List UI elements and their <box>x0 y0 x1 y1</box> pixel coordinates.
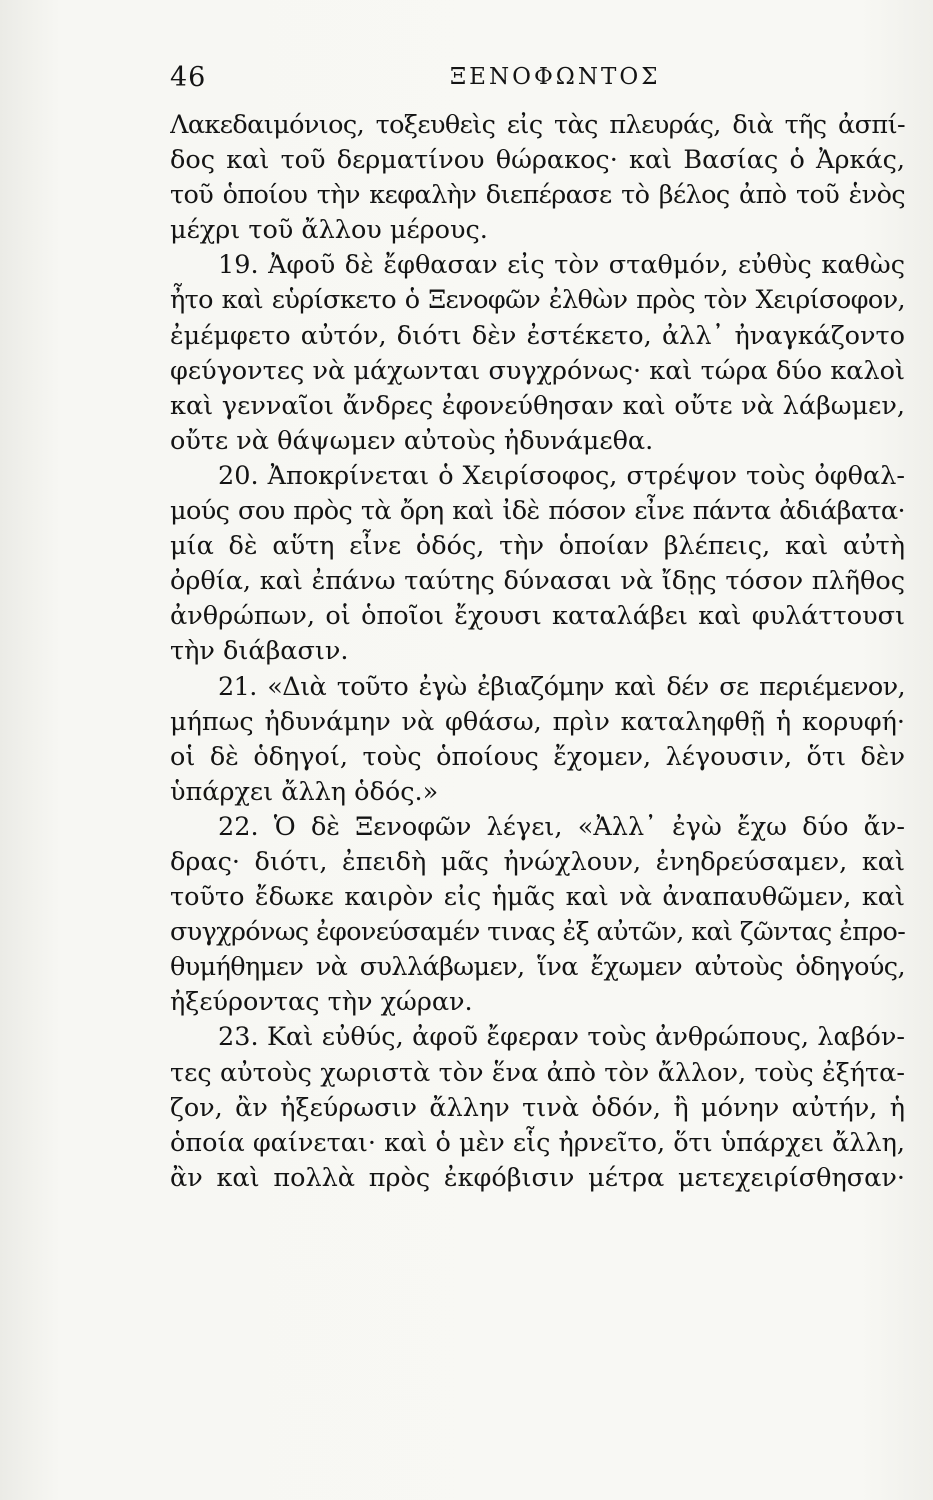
text-line: τὴν διάβασιν. <box>170 636 349 667</box>
text-line: μία δὲ αὕτη εἶνε ὁδός, τὴν ὁποίαν βλέπεις, καὶ αὐτὴ <box>170 531 905 562</box>
text-line: τοῦτο ἔδωκε καιρὸν εἰς ἡμᾶς καὶ νὰ ἀναπαυθῶμεν, καὶ <box>170 882 905 913</box>
text-line: ζον, ἂν ἠξεύρωσιν ἄλλην τινὰ ὁδόν, ἢ μόνην αὐτήν, ἡ <box>170 1092 905 1123</box>
text-line: μέχρι τοῦ ἄλλου μέρους. <box>170 215 488 246</box>
text-line: ὁποία φαίνεται· καὶ ὁ μὲν εἷς ἠρνεῖτο, ὅτι ὑπάρχει ἄλλη, <box>170 1127 905 1158</box>
text-line: ὑπάρχει ἄλλη ὁδός.» <box>170 776 439 807</box>
text-line: μούς σου πρὸς τὰ ὄρη καὶ ἰδὲ πόσον εἶνε πάντα ἀδιάβατα· <box>170 496 905 527</box>
text-line: συγχρόνως ἐφονεύσαμέν τινας ἐξ αὐτῶν, καὶ ζῶντας ἐπρο- <box>170 917 905 948</box>
text-line: ἠξεύροντας τὴν χώραν. <box>170 987 473 1018</box>
text-line: μήπως ἠδυνάμην νὰ φθάσω, πρὶν καταληφθῇ ἡ κορυφή· <box>170 706 905 737</box>
body-text <box>170 108 905 1196</box>
text-line: οἱ δὲ ὁδηγοί, τοὺς ὁποίους ἔχομεν, λέγουσιν, ὅτι δὲν <box>170 741 905 772</box>
text-line: θυμήθημεν νὰ συλλάβωμεν, ἵνα ἔχωμεν αὐτοὺς ὁδηγούς, <box>170 952 905 983</box>
text-line: δρας· διότι, ἐπειδὴ μᾶς ἠνώχλουν, ἐνηδρεύσαμεν, καὶ <box>170 846 905 877</box>
text-line: τοῦ ὁποίου τὴν κεφαλὴν διεπέρασε τὸ βέλος ἀπὸ τοῦ ἑνὸς <box>170 180 905 211</box>
text-line: οὔτε νὰ θάψωμεν αὐτοὺς ἠδυνάμεθα. <box>170 425 654 456</box>
text-line: ἦτο καὶ εὑρίσκετο ὁ Ξενοφῶν ἐλθὼν πρὸς τὸν Χειρίσοφον, <box>170 285 905 316</box>
text-line: ὀρθία, καὶ ἐπάνω ταύτης δύνασαι νὰ ἴδῃς τόσον πλῆθος <box>170 566 905 597</box>
text-line: καὶ γενναῖοι ἄνδρες ἐφονεύθησαν καὶ οὔτε νὰ λάβωμεν, <box>170 390 905 421</box>
text-line: ἐμέμφετο αὐτόν, διότι δὲν ἐστέκετο, ἀλλ᾽ ἠναγκάζοντο <box>170 320 905 351</box>
page-header <box>170 62 910 102</box>
text-line: ἀνθρώπων, οἱ ὁποῖοι ἔχουσι καταλάβει καὶ φυλάττουσι <box>170 601 905 632</box>
text-line: 19. Ἀφοῦ δὲ ἔφθασαν εἰς τὸν σταθμόν, εὐθὺς καθὼς <box>218 250 905 281</box>
text-line: 22. Ὁ δὲ Ξενοφῶν λέγει, «Ἀλλ᾽ ἐγὼ ἔχω δύο ἄν- <box>218 811 905 842</box>
text-line: ἂν καὶ πολλὰ πρὸς ἐκφόβισιν μέτρα μετεχειρίσθησαν· <box>170 1162 905 1193</box>
text-line: 21. «Διὰ τοῦτο ἐγὼ ἐβιαζόμην καὶ δέν σε περιέμενον, <box>218 671 905 702</box>
text-line: τες αὐτοὺς χωριστὰ τὸν ἕνα ἀπὸ τὸν ἄλλον, τοὺς ἐξήτα- <box>170 1057 905 1088</box>
text-line: δος καὶ τοῦ δερματίνου θώρακος· καὶ Βασίας ὁ Ἀρκάς, <box>170 145 905 176</box>
page-number: 46 <box>170 62 207 93</box>
running-title: ΞΕΝΟΦΩΝΤΟΣ <box>450 64 661 90</box>
text-line: 23. Καὶ εὐθύς, ἀφοῦ ἔφεραν τοὺς ἀνθρώπους, λαβόν- <box>218 1022 905 1053</box>
text-line: 20. Ἀποκρίνεται ὁ Χειρίσοφος, στρέψον τοὺς ὀφθαλ- <box>218 460 905 491</box>
text-line: Λακεδαιμόνιος, τοξευθεὶς εἰς τὰς πλευράς, διὰ τῆς ἀσπί- <box>170 110 905 140</box>
text-line: φεύγοντες νὰ μάχωνται συγχρόνως· καὶ τώρα δύο καλοὶ <box>170 355 905 386</box>
